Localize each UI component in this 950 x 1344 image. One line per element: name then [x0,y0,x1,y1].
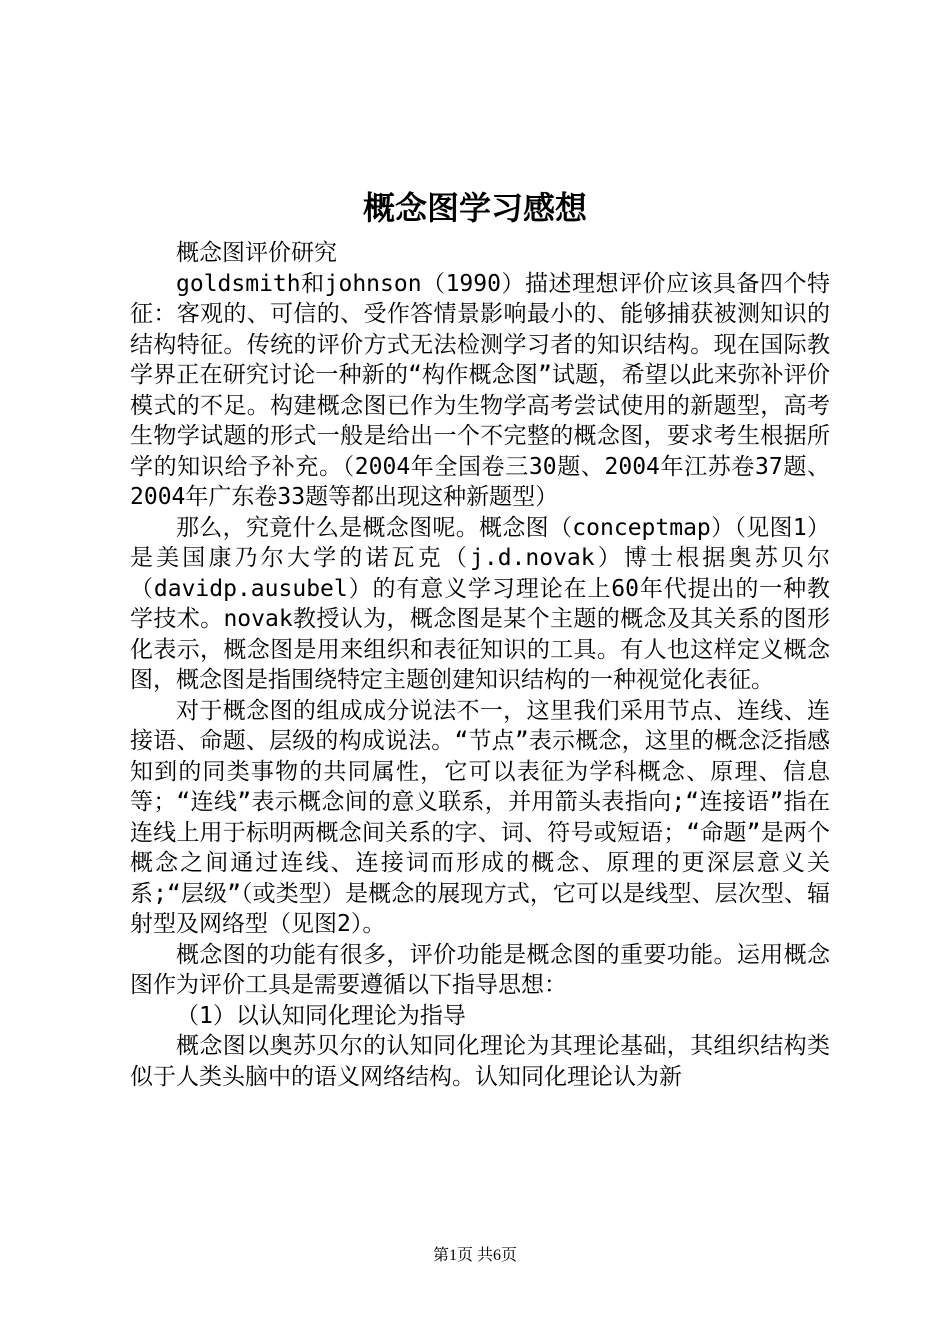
section-heading: 概念图评价研究 [176,240,337,266]
subheading: （1）以认知同化理论为指导 [176,1002,466,1029]
paragraph: 对于概念图的组成成分说法不一，这里我们采用节点、连线、连接语、命题、层级的构成说法。“节点”表示概念，这里的概念泛指感知到的同类事物的共同属性，它可以表征为学科概念、原理、信息等；“连线”表示概念间的意义联系，并用箭头表指向;“连接语”指在连线上用于标明两概念间关系的字、词、符号或短语；“命题”是两个概念之间通过连线、连接词而形成的概念、原理的更深层意义关系;“层级”（或类型）是概念的展现方式，它可以是线型、层次型、辐射型及网络型（见图2）。 [130,697,830,937]
paragraph: goldsmith和johnson（1990）描述理想评价应该具备四个特征：客观的、可信的、受作答情景影响最小的、能够捕获被测知识的结构特征。传统的评价方式无法检测学习者的知识结构。现在国际教学界正在研究讨论一种新的“构作概念图”试题，希望以此来弥补评价模式的不足。构建概念图已作为生物学高考尝试使用的新题型，高考生物学试题的形式一般是给出一个不完整的概念图，要求考生根据所学的知识给予补充。（2004年全国卷三30题、2004年江苏卷37题、2004年广东卷33题等都出现这种新题型） [130,270,830,510]
page-footer: 第1页 共6页 [432,1247,517,1264]
paragraph: 概念图的功能有很多，评价功能是概念图的重要功能。运用概念图作为评价工具是需要遵循以下指导思想： [130,941,830,998]
document-title: 概念图学习感想 [362,189,587,227]
paragraph: 概念图以奥苏贝尔的认知同化理论为其理论基础，其组织结构类似于人类头脑中的语义网络结构。认知同化理论认为新 [130,1033,830,1090]
document-body [130,238,830,1092]
paragraph: 那么，究竟什么是概念图呢。概念图（conceptmap）（见图1）是美国康乃尔大学的诺瓦克（j.d.novak）博士根据奥苏贝尔（davidp.ausubel）的有意义学习理论在上60年代提出的一种教学技术。novak教授认为，概念图是某个主题的概念及其关系的图形化表示，概念图是用来组织和表征知识的工具。有人也这样定义概念图，概念图是指围绕特定主题创建知识结构的一种视觉化表征。 [130,514,830,693]
